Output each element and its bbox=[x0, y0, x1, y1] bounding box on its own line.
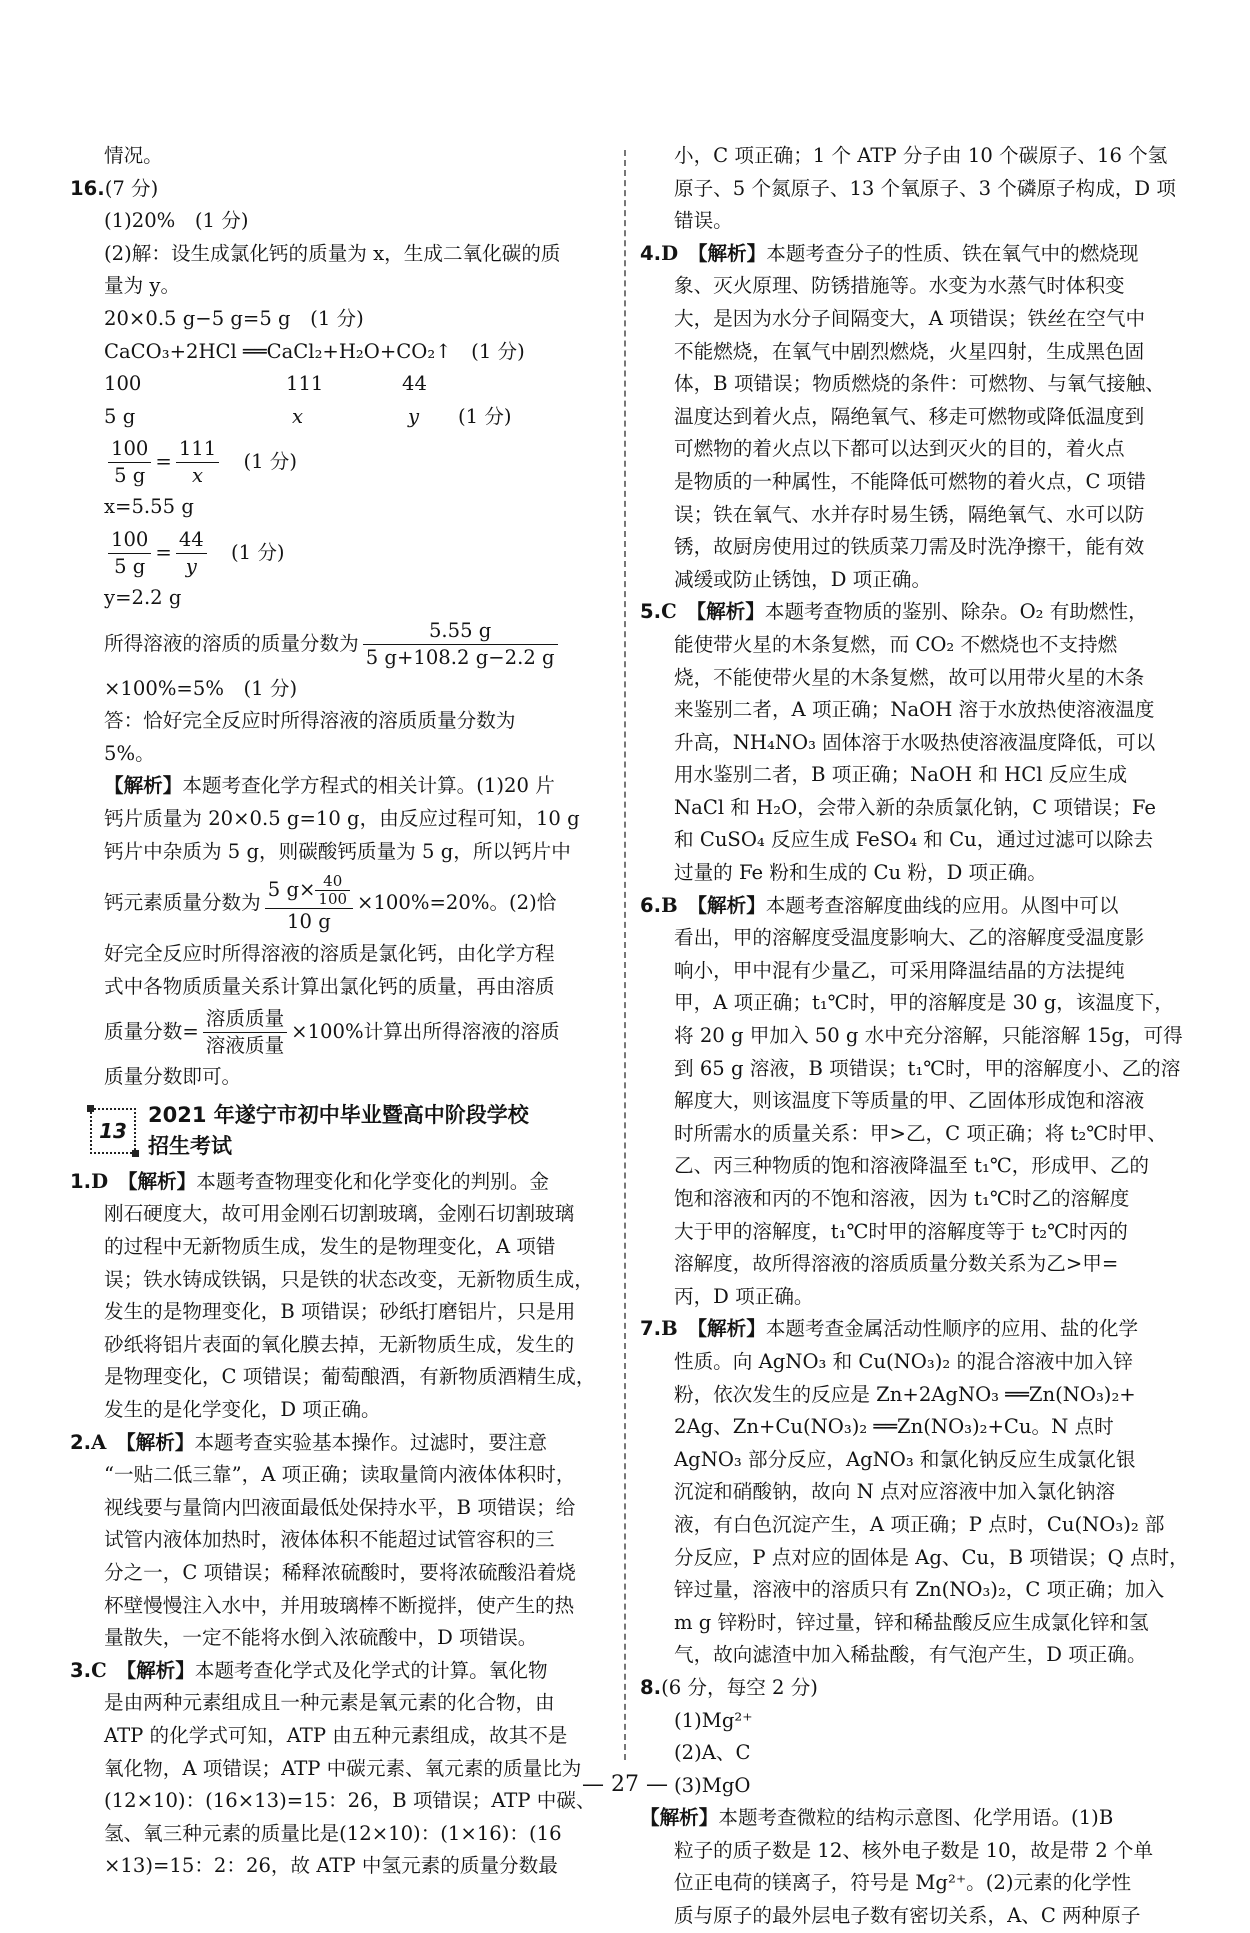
question-score: (7 分) bbox=[104, 176, 159, 200]
text-line: 误；铁在氧气、水并存时易生锈，隔绝氧气、水可以防 bbox=[674, 502, 1145, 526]
text-line: 是由两种元素组成且一种元素是氧元素的化合物，由 bbox=[104, 1691, 555, 1715]
molar-mass-row bbox=[70, 368, 605, 401]
text-line: 分之一，C 项错误；稀释浓硫酸时，要将浓硫酸沿着烧 bbox=[104, 1561, 576, 1584]
fraction: 5 g× $\frac{40}{100}$ 10 g bbox=[265, 873, 353, 935]
text-line: NaCl 和 H₂O，会带入新的杂质氯化钠，C 项错误；Fe bbox=[674, 795, 1156, 819]
text-line: 粉，依次发生的反应是 Zn+2AgNO₃ ══Zn(NO₃)₂+ bbox=[674, 1382, 1136, 1406]
mass-given: 5 g bbox=[104, 404, 136, 428]
text-line: 甲，A 项正确；t₁℃时，甲的溶解度是 30 g，该温度下， bbox=[674, 991, 1174, 1015]
fraction: $\frac{44}{y}$ bbox=[176, 527, 207, 580]
text-line: m g 锌粉时，锌过量，锌和稀盐酸反应生成氯化锌和氢 bbox=[674, 1610, 1149, 1634]
text-line: (12×10)：(16×13)=15：26，B 项错误；ATP 中碳、 bbox=[104, 1789, 596, 1813]
text-line: 是物质的一种属性，不能降低可燃物的着火点，C 项错 bbox=[674, 469, 1146, 493]
analysis-line: 式中各物质质量关系计算出氯化钙的质量，再由溶质 bbox=[104, 974, 555, 998]
answer-part-2a: (2)解：设生成氯化钙的质量为 x，生成二氧化碳的质 bbox=[104, 241, 561, 265]
proportion-y: $\frac{100}{5 g}$ = $\frac{44}{y}$ (1 分) bbox=[70, 524, 605, 582]
text-line: 大，是因为水分子间隔变大，A 项错误；铁丝在空气中 bbox=[674, 306, 1146, 330]
answer-8-part-2: (2)A、C bbox=[674, 1741, 751, 1765]
text-line: 响小，甲中混有少量乙，可采用降温结晶的方法提纯 bbox=[674, 958, 1125, 982]
answer-3: 3.C 【解析】本题考查化学式及化学式的计算。氧化物 bbox=[70, 1658, 548, 1682]
text-line: 象、灭火原理、防锈措施等。水变为水蒸气时体积变 bbox=[674, 274, 1125, 298]
solution-result: ×100%=5% (1 分) bbox=[104, 676, 298, 700]
answer-4: 4.D 【解析】本题考查分子的性质、铁在氧气中的燃烧现 bbox=[640, 241, 1139, 265]
text-line: 位正电荷的镁离子，符号是 Mg²⁺。(2)元素的化学性 bbox=[674, 1871, 1132, 1895]
text-line: 和 CuSO₄ 反应生成 FeSO₄ 和 Cu，通过过滤可以除去 bbox=[674, 828, 1154, 852]
text-line: 锈，故厨房使用过的铁质菜刀需及时洗净擦干，能有效 bbox=[674, 535, 1145, 559]
text-line: 氧化物，A 项错误；ATP 中碳元素、氧元素的质量比为 bbox=[104, 1756, 582, 1780]
text-line: 饱和溶液和丙的不饱和溶液，因为 t₁℃时乙的溶解度 bbox=[674, 1187, 1130, 1210]
var-x: x bbox=[292, 404, 304, 428]
analysis-line: 好完全反应时所得溶液的溶质是氯化钙，由化学方程 bbox=[104, 942, 555, 966]
section-title: 招生考试 bbox=[148, 1133, 232, 1158]
text-line: 时所需水的质量关系：甲>乙，C 项正确；将 t₂℃时甲、 bbox=[674, 1121, 1167, 1145]
text-line: 液，有白色沉淀产生，A 项正确；P 点时，Cu(NO₃)₂ 部 bbox=[674, 1512, 1165, 1536]
text-line: 杯壁慢慢注入水中，并用玻璃棒不断搅拌，使产生的热 bbox=[104, 1593, 575, 1617]
text-line: 来鉴别二者，A 项正确；NaOH 溶于水放热使溶液温度 bbox=[674, 698, 1155, 722]
score: (1 分) bbox=[243, 450, 298, 474]
section-header bbox=[70, 1100, 605, 1162]
text-line: 丙，D 项正确。 bbox=[674, 1284, 814, 1308]
text-line: “一贴二低三靠”，A 项正确；读取量筒内液体体积时， bbox=[104, 1463, 576, 1487]
text-line: AgNO₃ 部分反应，AgNO₃ 和氯化钠反应生成氯化银 bbox=[674, 1447, 1136, 1471]
text-line: 情况。 bbox=[104, 144, 163, 167]
text-line: 性质。向 AgNO₃ 和 Cu(NO₃)₂ 的混合溶液中加入锌 bbox=[674, 1349, 1133, 1373]
proportion-x: $\frac{100}{5 g}$ = $\frac{111}{x}$ (1 分) bbox=[70, 433, 605, 491]
analysis-line: 【解析】本题考查化学方程式的相关计算。(1)20 片 bbox=[104, 774, 555, 798]
left-column bbox=[70, 140, 605, 1883]
mass-caco3: 100 bbox=[104, 372, 142, 396]
text-line: 用水鉴别二者，B 项正确；NaOH 和 HCl 反应生成 bbox=[674, 763, 1128, 787]
var-y: y bbox=[408, 404, 420, 428]
text-line: 看出，甲的溶解度受温度影响大、乙的溶解度受温度影 bbox=[674, 926, 1145, 950]
text-line: 原子、5 个氮原子、13 个氧原子、3 个磷原子构成，D 项 bbox=[674, 176, 1176, 200]
analysis-line: 钙片质量为 20×0.5 g=10 g，由反应过程可知，10 g bbox=[104, 806, 580, 830]
answer-7: 7.B 【解析】本题考查金属活动性顺序的应用、盐的化学 bbox=[640, 1317, 1139, 1341]
text-line: 视线要与量筒内凹液面最低处保持水平，B 项错误；给 bbox=[104, 1495, 576, 1519]
text-line: 误；铁水铸成铁锅，只是铁的状态改变，无新物质生成， bbox=[104, 1267, 594, 1291]
answer-1: 1.D 【解析】本题考查物理变化和化学变化的判别。金 bbox=[70, 1169, 549, 1193]
analysis-line: 【解析】本题考查微粒的结构示意图、化学用语。(1)B bbox=[640, 1806, 1114, 1830]
question-number: 16. bbox=[70, 176, 105, 200]
text-line: 试管内液体加热时，液体体积不能超过试管容积的三 bbox=[104, 1528, 555, 1552]
text-line: 锌过量，溶液中的溶质只有 Zn(NO₃)₂，C 项正确；加入 bbox=[674, 1578, 1165, 1602]
mass-co2: 44 bbox=[402, 372, 427, 396]
text-line: 能使带火星的木条复燃，而 CO₂ 不燃烧也不支持燃 bbox=[674, 632, 1118, 656]
text-line: 氢、氧三种元素的质量比是(12×10)：(1×16)：(16 bbox=[104, 1821, 562, 1845]
text-line: 温度达到着火点，隔绝氧气、移走可燃物或降低温度到 bbox=[674, 404, 1145, 428]
text-line: 发生的是化学变化，D 项正确。 bbox=[104, 1398, 381, 1422]
section-title: 2021 年遂宁市初中毕业暨高中阶段学校 bbox=[148, 1102, 529, 1127]
fraction: $\frac{100}{5 g}$ bbox=[108, 436, 151, 489]
answer-part-1: (1)20% (1 分) bbox=[104, 209, 249, 233]
text-line: 质与原子的最外层电子数有密切关系，A、C 两种原子 bbox=[674, 1904, 1141, 1928]
fraction: $\frac{100}{5 g}$ bbox=[108, 527, 151, 580]
text-line: 过量的 Fe 粉和生成的 Cu 粉，D 项正确。 bbox=[674, 861, 1047, 885]
answer-6: 6.B 【解析】本题考查溶解度曲线的应用。从图中可以 bbox=[640, 893, 1119, 917]
text-line: 可燃物的着火点以下都可以达到灭火的目的，着火点 bbox=[674, 437, 1125, 461]
text-line: 刚石硬度大，故可用金刚石切割玻璃，金刚石切割玻璃 bbox=[104, 1202, 575, 1226]
text-line: 减缓或防止锈蚀，D 项正确。 bbox=[674, 567, 932, 591]
text-line: 不能燃烧，在氧气中剧烈燃烧，火星四射，生成黑色固 bbox=[674, 339, 1145, 363]
mass-fraction-line: 质量分数= $\frac{\text{溶质质量}}{\text{溶液质量}}$ ×100%计算出所得溶液的溶质 bbox=[104, 1007, 560, 1058]
answer-8-part-1: (1)Mg²⁺ bbox=[674, 1708, 753, 1732]
fraction: $\frac{5.55 g}{5 g+108.2 g-2.2 g}$ bbox=[363, 618, 558, 671]
text-line: 大于甲的溶解度，t₁℃时甲的溶解度等于 t₂℃时丙的 bbox=[674, 1219, 1128, 1243]
text-line: 小，C 项正确；1 个 ATP 分子由 10 个碳原子、16 个氢 bbox=[674, 144, 1168, 167]
text-line: ATP 的化学式可知，ATP 由五种元素组成，故其不是 bbox=[104, 1723, 568, 1747]
fraction: $\frac{111}{x}$ bbox=[176, 436, 219, 489]
text-line: 发生的是物理变化，B 项错误；砂纸打磨铝片，只是用 bbox=[104, 1300, 576, 1324]
page-number: — 27 — bbox=[582, 1772, 668, 1797]
answer-2: 2.A 【解析】本题考查实验基本操作。过滤时，要注意 bbox=[70, 1430, 548, 1454]
answer-line: 5%。 bbox=[104, 741, 155, 765]
text-line: ×13)=15：2：26，故 ATP 中氢元素的质量分数最 bbox=[104, 1854, 558, 1878]
text-line: 溶解度，故所得溶液的溶质质量分数关系为乙>甲= bbox=[674, 1252, 1119, 1276]
answer-5: 5.C 【解析】本题考查物质的鉴别、除杂。O₂ 有助燃性， bbox=[640, 600, 1148, 624]
question-16-header bbox=[70, 173, 605, 206]
score: (1 分) bbox=[231, 540, 285, 564]
text-line: 分反应，P 点对应的固体是 Ag、Cu，B 项错误；Q 点时， bbox=[674, 1545, 1189, 1569]
column-divider bbox=[624, 150, 626, 1760]
analysis-line: 质量分数即可。 bbox=[104, 1065, 242, 1089]
text-line: 是物理变化，C 项错误；葡萄酿酒，有新物质酒精生成， bbox=[104, 1365, 596, 1389]
text-line: 气，故向滤渣中加入稀盐酸，有气泡产生，D 项正确。 bbox=[674, 1643, 1147, 1667]
text-line: 到 65 g 溶液，B 项错误；t₁℃时，甲的溶解度小、乙的溶 bbox=[674, 1056, 1181, 1080]
answer-part-2b: 量为 y。 bbox=[104, 274, 181, 298]
section-number-badge: 13 bbox=[90, 1108, 136, 1154]
text-line: 粒子的质子数是 12、核外电子数是 10，故是带 2 个单 bbox=[674, 1838, 1154, 1862]
analysis-line: 钙片中杂质为 5 g，则碳酸钙质量为 5 g，所以钙片中 bbox=[104, 839, 571, 863]
analysis-label: 【解析】 bbox=[104, 774, 183, 798]
unknown-row bbox=[70, 401, 605, 434]
solution-fraction-line: 所得溶液的溶质的质量分数为 $\frac{5.55 g}{5 g+108.2 g-2.2 g}$ bbox=[70, 615, 605, 673]
y-result: y=2.2 g bbox=[104, 585, 182, 609]
answer-8-part-3: (3)MgO bbox=[674, 1773, 751, 1797]
text-line: 升高，NH₄NO₃ 固体溶于水吸热使溶液温度降低，可以 bbox=[674, 730, 1156, 754]
score: (1 分) bbox=[458, 404, 512, 428]
mass-cacl2: 111 bbox=[286, 372, 324, 396]
fraction: $\frac{\text{溶质质量}}{\text{溶液质量}}$ bbox=[203, 1006, 287, 1059]
text-line: 解度大，则该温度下等质量的甲、乙固体形成饱和溶液 bbox=[674, 1089, 1145, 1113]
calc-line: 20×0.5 g−5 g=5 g (1 分) bbox=[104, 306, 364, 330]
text-line: 烧，不能使带火星的木条复燃，故可以用带火星的木条 bbox=[674, 665, 1145, 689]
text-line: 将 20 g 甲加入 50 g 水中充分溶解，只能溶解 15g，可得 bbox=[674, 1024, 1183, 1048]
chemical-equation: CaCO₃+2HCl ══CaCl₂+H₂O+CO₂↑ (1 分) bbox=[104, 339, 525, 363]
text-line: 体，B 项错误；物质燃烧的条件：可燃物、与氧气接触、 bbox=[674, 372, 1165, 396]
x-result: x=5.55 g bbox=[104, 495, 194, 519]
answer-8: 8.(6 分，每空 2 分) bbox=[640, 1675, 818, 1699]
text-line: 错误。 bbox=[674, 209, 733, 233]
text-line: 乙、丙三种物质的饱和溶液降温至 t₁℃，形成甲、乙的 bbox=[674, 1154, 1149, 1178]
text-line: 量散失，一定不能将水倒入浓硫酸中，D 项错误。 bbox=[104, 1626, 538, 1650]
text-line: 2Ag、Zn+Cu(NO₃)₂ ══Zn(NO₃)₂+Cu。N 点时 bbox=[674, 1415, 1114, 1439]
text-line: 沉淀和硝酸钠，故向 N 点对应溶液中加入氯化钠溶 bbox=[674, 1480, 1116, 1504]
text-line: 的过程中无新物质生成，发生的是物理变化，A 项错 bbox=[104, 1235, 556, 1259]
right-column bbox=[640, 140, 1189, 1933]
answer-line: 答：恰好完全反应时所得溶液的溶质质量分数为 bbox=[104, 709, 516, 733]
text-line: 砂纸将铝片表面的氧化膜去掉，无新物质生成，发生的 bbox=[104, 1332, 575, 1356]
calcium-fraction-line: 钙元素质量分数为 5 g× $\frac{40}{100}$ 10 g ×100%=20%。(2)恰 bbox=[104, 871, 557, 933]
